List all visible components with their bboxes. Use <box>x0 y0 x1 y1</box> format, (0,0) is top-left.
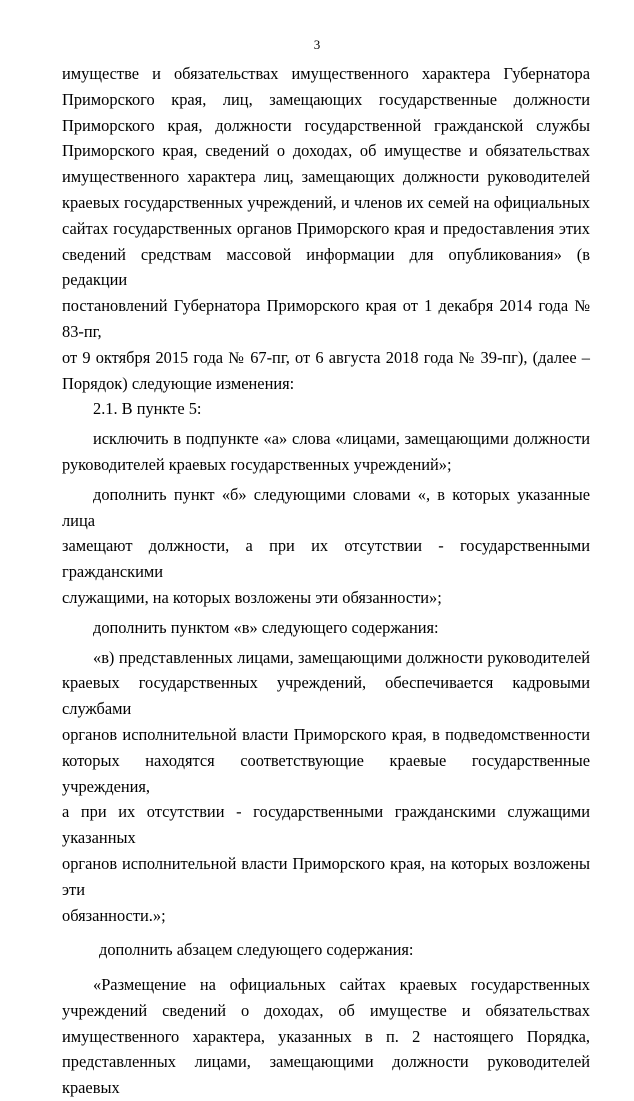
text-line: постановлений Губернатора Приморского края от 1 декабря 2014 года № 83-пг, <box>62 296 590 341</box>
paragraph-amendment-b <box>62 482 590 611</box>
text-line: дополнить пункт «б» следующими словами «, в которых указанные лица <box>62 484 590 530</box>
text-line: замещают должности, а при их отсутствии - государственными гражданскими <box>62 536 590 582</box>
text-line: органов исполнительной власти Приморского края, на которых возложены эти <box>62 853 590 899</box>
text-line: учреждений сведений о доходах, об имуществе и обязательствах <box>62 1000 590 1020</box>
paragraph-amendment-v-intro <box>62 615 590 641</box>
paragraph-add-abzac-text <box>62 972 590 1101</box>
text-line: а при их отсутствии - государственными гражданскими служащими указанных <box>62 802 590 848</box>
paragraph-add-abzac-intro <box>62 937 590 963</box>
text-line: имуществе и обязательствах имущественного характера Губернатора <box>62 64 590 83</box>
text-line: которых находятся соответствующие краевые государственные учреждения, <box>62 750 590 796</box>
text-line: «Размещение на официальных сайтах краевых государственных <box>93 975 590 995</box>
text-line: Приморского края, лиц, замещающих государственные должности <box>62 89 590 109</box>
text-line: 2.1. В пункте 5: <box>93 399 202 419</box>
text-line: имущественного характера, указанных в п. 2 настоящего Порядка, <box>62 1026 590 1046</box>
text-line: обязанности.»; <box>62 905 166 925</box>
text-line: краевых государственных учреждений, и членов их семей на официальных <box>62 192 590 212</box>
paragraph-amendment-a <box>62 426 590 478</box>
text-line: дополнить пунктом «в» следующего содержания: <box>93 617 439 637</box>
paragraph-amendment-v-text <box>62 645 590 929</box>
text-line: исключить в подпункте «а» слова «лицами, замещающими должности <box>93 429 590 449</box>
text-line: служащими, на которых возложены эти обязанности»; <box>62 587 442 607</box>
text-line: представленных лицами, замещающими должности руководителей краевых <box>62 1052 590 1098</box>
text-line: дополнить абзацем следующего содержания: <box>99 940 414 960</box>
text-line: сведений средствам массовой информации для опубликования» (в редакции <box>62 244 590 290</box>
text-line: от 9 октября 2015 года № 67-пг, от 6 августа 2018 года № 39-пг), (далее – <box>62 347 590 367</box>
paragraph-clause-2-1 <box>62 396 590 422</box>
text-line: Приморского края, сведений о доходах, об имуществе и обязательствах <box>62 141 590 161</box>
text-line: сайтах государственных органов Приморского края и предоставления этих <box>62 218 590 238</box>
text-line: руководителей краевых государственных учреждений»; <box>62 454 452 474</box>
text-line: Порядок) следующие изменения: <box>62 373 295 393</box>
text-line: «в) представленных лицами, замещающими должности руководителей <box>93 647 590 667</box>
text-line: имущественного характера лиц, замещающих должности руководителей <box>62 167 590 187</box>
text-line: краевых государственных учреждений, обеспечивается кадровыми службами <box>62 673 590 719</box>
document-body <box>62 61 590 1101</box>
text-line: органов исполнительной власти Приморского края, в подведомственности <box>62 724 590 744</box>
page-number: 3 <box>313 37 321 52</box>
paragraph-continuation <box>62 61 590 396</box>
text-line: Приморского края, должности государственной гражданской службы <box>62 115 590 135</box>
